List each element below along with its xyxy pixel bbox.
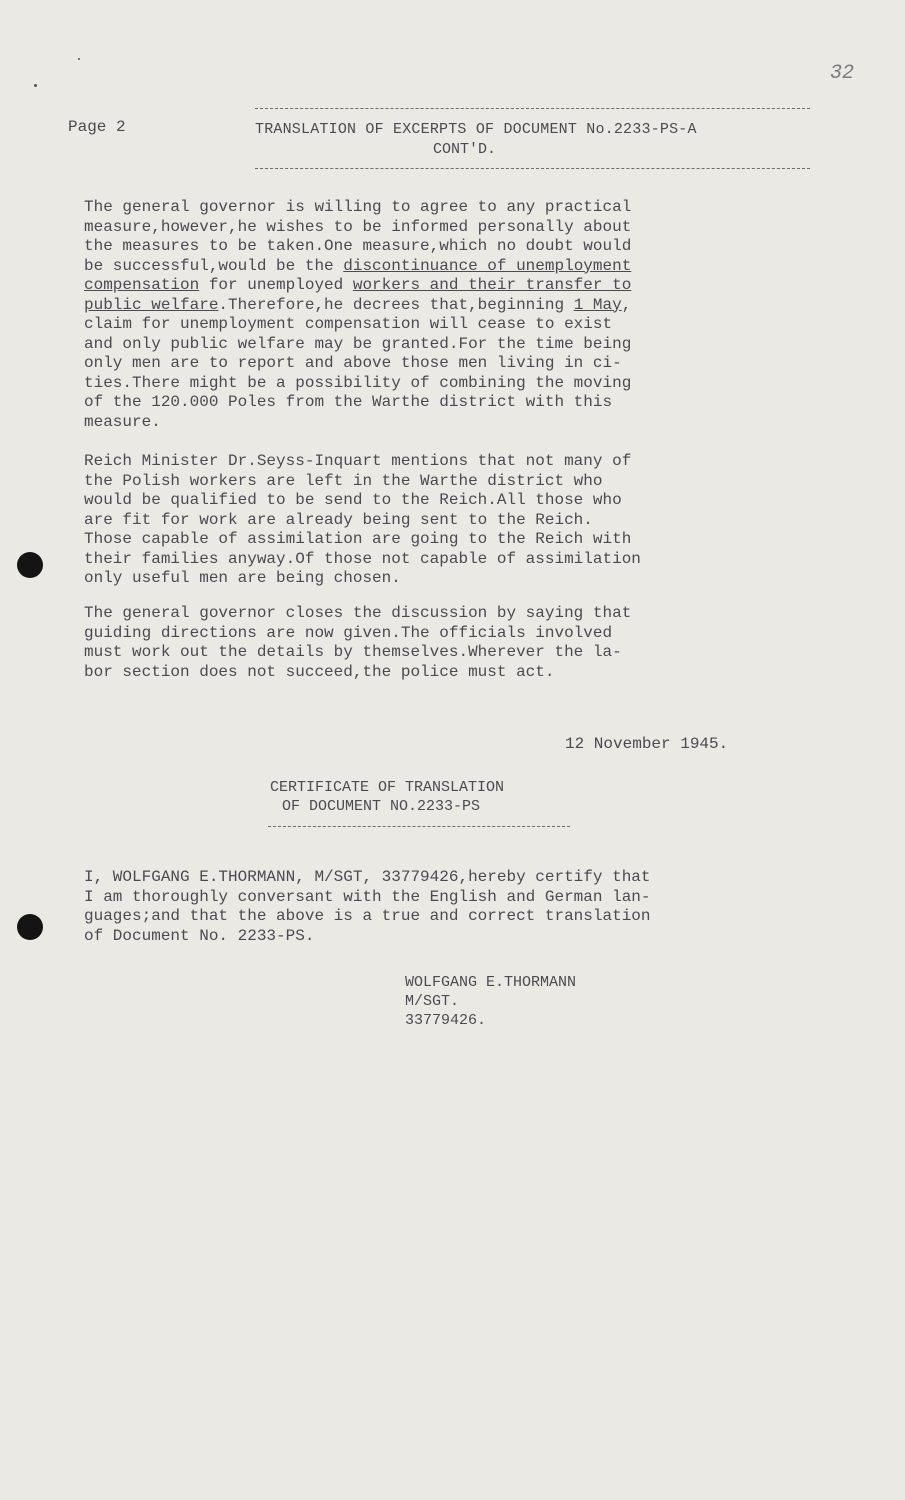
line: the measures to be taken.One measure,which no doubt would	[84, 237, 632, 255]
line: would be qualified to be send to the Reich.All those who	[84, 491, 622, 509]
line: The general governor closes the discussion by saying that	[84, 604, 632, 622]
line: I am thoroughly conversant with the English and German lan-	[84, 887, 651, 906]
line: bor section does not succeed,the police must act.	[84, 662, 555, 681]
line: .Therefore,he decrees that,beginning	[218, 295, 574, 314]
underlined-text: discontinuance of unemployment	[343, 256, 632, 275]
line: and only public welfare may be granted.For the time being	[84, 334, 632, 353]
line: ties.There might be a possibility of combining the moving	[84, 373, 632, 392]
line: measure,however,he wishes to be informed personally about	[84, 217, 632, 236]
line: ,	[621, 295, 632, 314]
paragraph-2	[84, 452, 774, 589]
underlined-text: public welfare	[84, 295, 219, 314]
line: Reich Minister Dr.Seyss-Inquart mentions that not many of	[84, 452, 632, 470]
header-top-rule	[255, 108, 810, 109]
certificate-title-rule	[268, 826, 570, 827]
line: measure.	[84, 412, 161, 431]
underlined-text: compensation	[84, 276, 200, 294]
document-title	[255, 120, 815, 160]
line: guages;and that the above is a true and correct translation	[84, 907, 651, 925]
header-bottom-rule	[255, 168, 810, 169]
line: Those capable of assimilation are going to the Reich with	[84, 530, 632, 548]
line: their families anyway.Of those not capable of assimilation	[84, 549, 641, 568]
title-line-2: CONT'D.	[433, 141, 497, 158]
punch-hole	[17, 552, 43, 578]
paper-speck	[34, 84, 37, 87]
certificate-text	[84, 868, 794, 946]
title-line-1: TRANSLATION OF EXCERPTS OF DOCUMENT No.2233-PS-A	[255, 121, 697, 138]
line: of the 120.000 Poles from the Warthe district with this	[84, 393, 613, 411]
line: the Polish workers are left in the Warthe district who	[84, 471, 603, 490]
handwritten-page-number: 32	[830, 62, 855, 85]
punch-hole	[17, 914, 43, 940]
paragraph-1	[84, 198, 774, 432]
line: The general governor is willing to agree to any practical	[84, 198, 632, 216]
page-label: Page 2	[68, 118, 126, 136]
certificate-title	[270, 778, 504, 816]
line: only men are to report and above those men living in ci-	[84, 354, 622, 372]
line: of Document No. 2233-PS.	[84, 926, 315, 945]
signature-rank: M/SGT.	[405, 993, 460, 1010]
line: are fit for work are already being sent to the Reich.	[84, 510, 593, 529]
line: only useful men are being chosen.	[84, 569, 401, 587]
signature-name: WOLFGANG E.THORMANN	[405, 974, 577, 991]
underlined-text: 1 May	[573, 295, 622, 314]
line: I, WOLFGANG E.THORMANN, M/SGT, 33779426,hereby certify that	[84, 868, 651, 886]
signature-serial: 33779426.	[405, 1012, 487, 1029]
line: for unemployed	[199, 276, 353, 294]
certificate-title-line-1: CERTIFICATE OF TRANSLATION	[270, 779, 505, 796]
line: guiding directions are now given.The officials involved	[84, 623, 613, 642]
line: must work out the details by themselves.Wherever the la-	[84, 643, 622, 661]
underlined-text: workers and their transfer to	[352, 276, 632, 294]
paragraph-3	[84, 604, 774, 682]
paper-speck	[78, 58, 80, 60]
line: claim for unemployment compensation will cease to exist	[84, 315, 613, 333]
certificate-title-line-2: OF DOCUMENT NO.2233-PS	[282, 798, 481, 815]
document-date: 12 November 1945.	[565, 735, 729, 753]
line: be successful,would be the	[84, 256, 344, 275]
signature-block	[405, 973, 576, 1030]
